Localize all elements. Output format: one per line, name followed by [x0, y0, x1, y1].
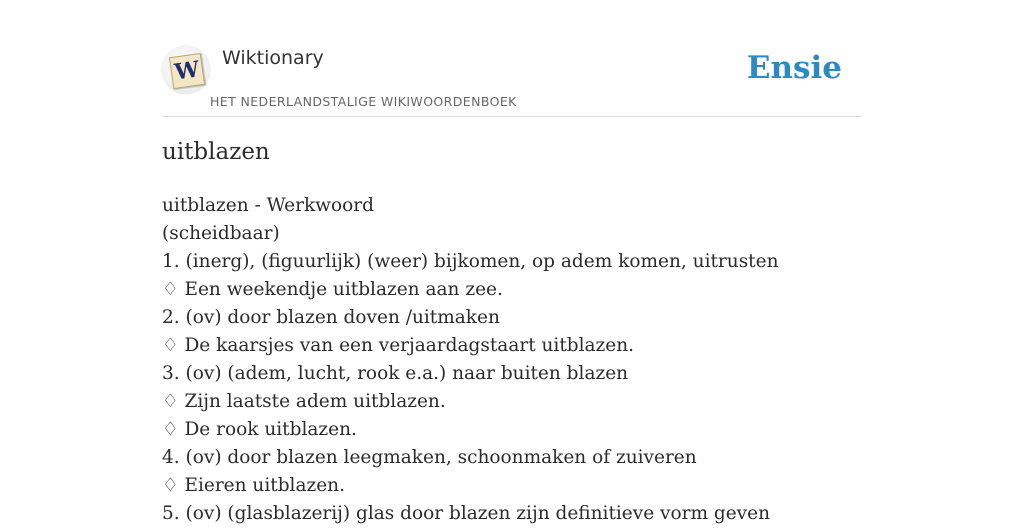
site-tagline: HET NEDERLANDSTALIGE WIKIWOORDENBOEK: [210, 94, 517, 109]
wiktionary-logo-icon[interactable]: [162, 46, 210, 94]
page-title: uitblazen: [162, 139, 270, 165]
example-3a: ♢ Zijn laatste adem uitblazen.: [162, 391, 446, 412]
example-1: ♢ Een weekendje uitblazen aan zee.: [162, 279, 503, 300]
logo-letter: W: [172, 56, 202, 86]
sense-4: 4. (ov) door blazen leegmaken, schoonmaken of zuiveren: [162, 447, 697, 468]
sense-2: 2. (ov) door blazen doven /uitmaken: [162, 307, 500, 328]
example-3b: ♢ De rook uitblazen.: [162, 419, 357, 440]
example-2: ♢ De kaarsjes van een verjaardagstaart uitblazen.: [162, 335, 635, 356]
definition-heading: uitblazen - Werkwoord: [162, 195, 374, 216]
sense-5: 5. (ov) (glasblazerij) glas door blazen zijn definitieve vorm geven: [162, 503, 770, 524]
example-4: ♢ Eieren uitblazen.: [162, 475, 345, 496]
logo-tile: [169, 53, 205, 89]
ensie-brand-link[interactable]: Ensie: [746, 50, 842, 86]
sense-1: 1. (inerg), (figuurlijk) (weer) bijkomen, op adem komen, uitrusten: [162, 251, 779, 272]
site-header: [162, 40, 862, 117]
site-name[interactable]: Wiktionary: [222, 47, 324, 69]
definition-body: [162, 192, 862, 528]
grammar-note: (scheidbaar): [162, 223, 280, 244]
sense-3: 3. (ov) (adem, lucht, rook e.a.) naar buiten blazen: [162, 363, 629, 384]
